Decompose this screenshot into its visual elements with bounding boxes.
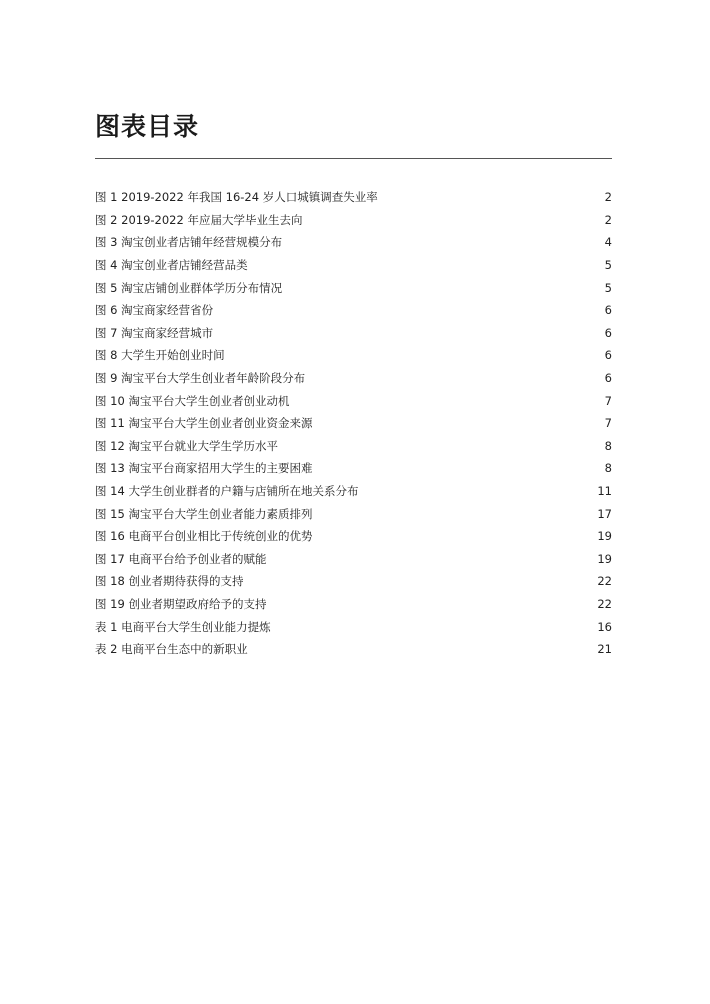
toc-entry-page: 6 xyxy=(604,371,612,386)
toc-entry-page: 6 xyxy=(604,348,612,363)
toc-entry[interactable] xyxy=(95,548,612,571)
toc-entry-page: 5 xyxy=(604,280,612,295)
toc-entry-label: 图 13 淘宝平台商家招用大学生的主要困难 xyxy=(95,461,313,476)
toc-entry-label: 图 14 大学生创业群者的户籍与店铺所在地关系分布 xyxy=(95,484,359,499)
toc-entry-page: 22 xyxy=(597,596,612,611)
toc-entry-label: 图 11 淘宝平台大学生创业者创业资金来源 xyxy=(95,416,313,431)
toc-entry-label: 图 8 大学生开始创业时间 xyxy=(95,348,225,363)
toc-entry[interactable] xyxy=(95,299,612,322)
toc-entry[interactable] xyxy=(95,254,612,277)
toc-entry[interactable] xyxy=(95,570,612,593)
toc-entry[interactable] xyxy=(95,276,612,299)
toc-entry[interactable] xyxy=(95,389,612,412)
toc-entry-page: 17 xyxy=(597,506,612,521)
toc-entry[interactable] xyxy=(95,525,612,548)
toc-entry[interactable] xyxy=(95,231,612,254)
toc-entry[interactable] xyxy=(95,502,612,525)
toc-entry-label: 图 15 淘宝平台大学生创业者能力素质排列 xyxy=(95,506,313,521)
toc-list xyxy=(95,186,612,660)
toc-entry-label: 图 17 电商平台给予创业者的赋能 xyxy=(95,551,267,566)
toc-entry-page: 8 xyxy=(604,438,612,453)
toc-entry-page: 2 xyxy=(604,190,612,205)
title-divider xyxy=(95,158,612,159)
toc-entry-page: 6 xyxy=(604,325,612,340)
toc-entry-page: 5 xyxy=(604,258,612,273)
toc-entry-label: 图 3 淘宝创业者店铺年经营规模分布 xyxy=(95,235,283,250)
toc-entry[interactable] xyxy=(95,615,612,638)
toc-entry-label: 图 5 淘宝店铺创业群体学历分布情况 xyxy=(95,280,283,295)
toc-entry[interactable] xyxy=(95,367,612,390)
toc-entry-label: 图 12 淘宝平台就业大学生学历水平 xyxy=(95,438,278,453)
toc-entry-page: 22 xyxy=(597,574,612,589)
toc-entry[interactable] xyxy=(95,322,612,345)
toc-entry[interactable] xyxy=(95,480,612,503)
toc-entry-page: 6 xyxy=(604,303,612,318)
toc-entry[interactable] xyxy=(95,435,612,458)
toc-entry-label: 表 1 电商平台大学生创业能力提炼 xyxy=(95,619,271,634)
toc-entry-page: 7 xyxy=(604,416,612,431)
toc-entry-page: 21 xyxy=(597,642,612,657)
toc-entry-label: 图 2 2019-2022 年应届大学毕业生去向 xyxy=(95,212,303,227)
toc-entry-label: 图 16 电商平台创业相比于传统创业的优势 xyxy=(95,529,313,544)
toc-entry-page: 16 xyxy=(597,619,612,634)
toc-entry[interactable] xyxy=(95,344,612,367)
toc-entry-label: 图 19 创业者期望政府给予的支持 xyxy=(95,596,267,611)
toc-entry[interactable] xyxy=(95,209,612,232)
toc-entry-label: 表 2 电商平台生态中的新职业 xyxy=(95,642,248,657)
toc-entry-label: 图 9 淘宝平台大学生创业者年龄阶段分布 xyxy=(95,371,306,386)
page-title: 图表目录 xyxy=(95,112,200,141)
toc-entry-label: 图 7 淘宝商家经营城市 xyxy=(95,325,214,340)
toc-entry-label: 图 18 创业者期待获得的支持 xyxy=(95,574,244,589)
toc-entry-label: 图 1 2019-2022 年我国 16-24 岁人口城镇调查失业率 xyxy=(95,190,378,205)
toc-entry-page: 2 xyxy=(604,212,612,227)
toc-entry-page: 19 xyxy=(597,529,612,544)
toc-entry-page: 19 xyxy=(597,551,612,566)
toc-entry-label: 图 10 淘宝平台大学生创业者创业动机 xyxy=(95,393,290,408)
toc-entry[interactable] xyxy=(95,457,612,480)
toc-entry-page: 11 xyxy=(597,484,612,499)
toc-entry-page: 8 xyxy=(604,461,612,476)
toc-entry[interactable] xyxy=(95,412,612,435)
toc-entry-page: 4 xyxy=(604,235,612,250)
toc-entry[interactable] xyxy=(95,638,612,661)
toc-entry-label: 图 4 淘宝创业者店铺经营品类 xyxy=(95,258,248,273)
toc-entry[interactable] xyxy=(95,186,612,209)
toc-entry-page: 7 xyxy=(604,393,612,408)
toc-entry[interactable] xyxy=(95,593,612,616)
toc-entry-label: 图 6 淘宝商家经营省份 xyxy=(95,303,214,318)
